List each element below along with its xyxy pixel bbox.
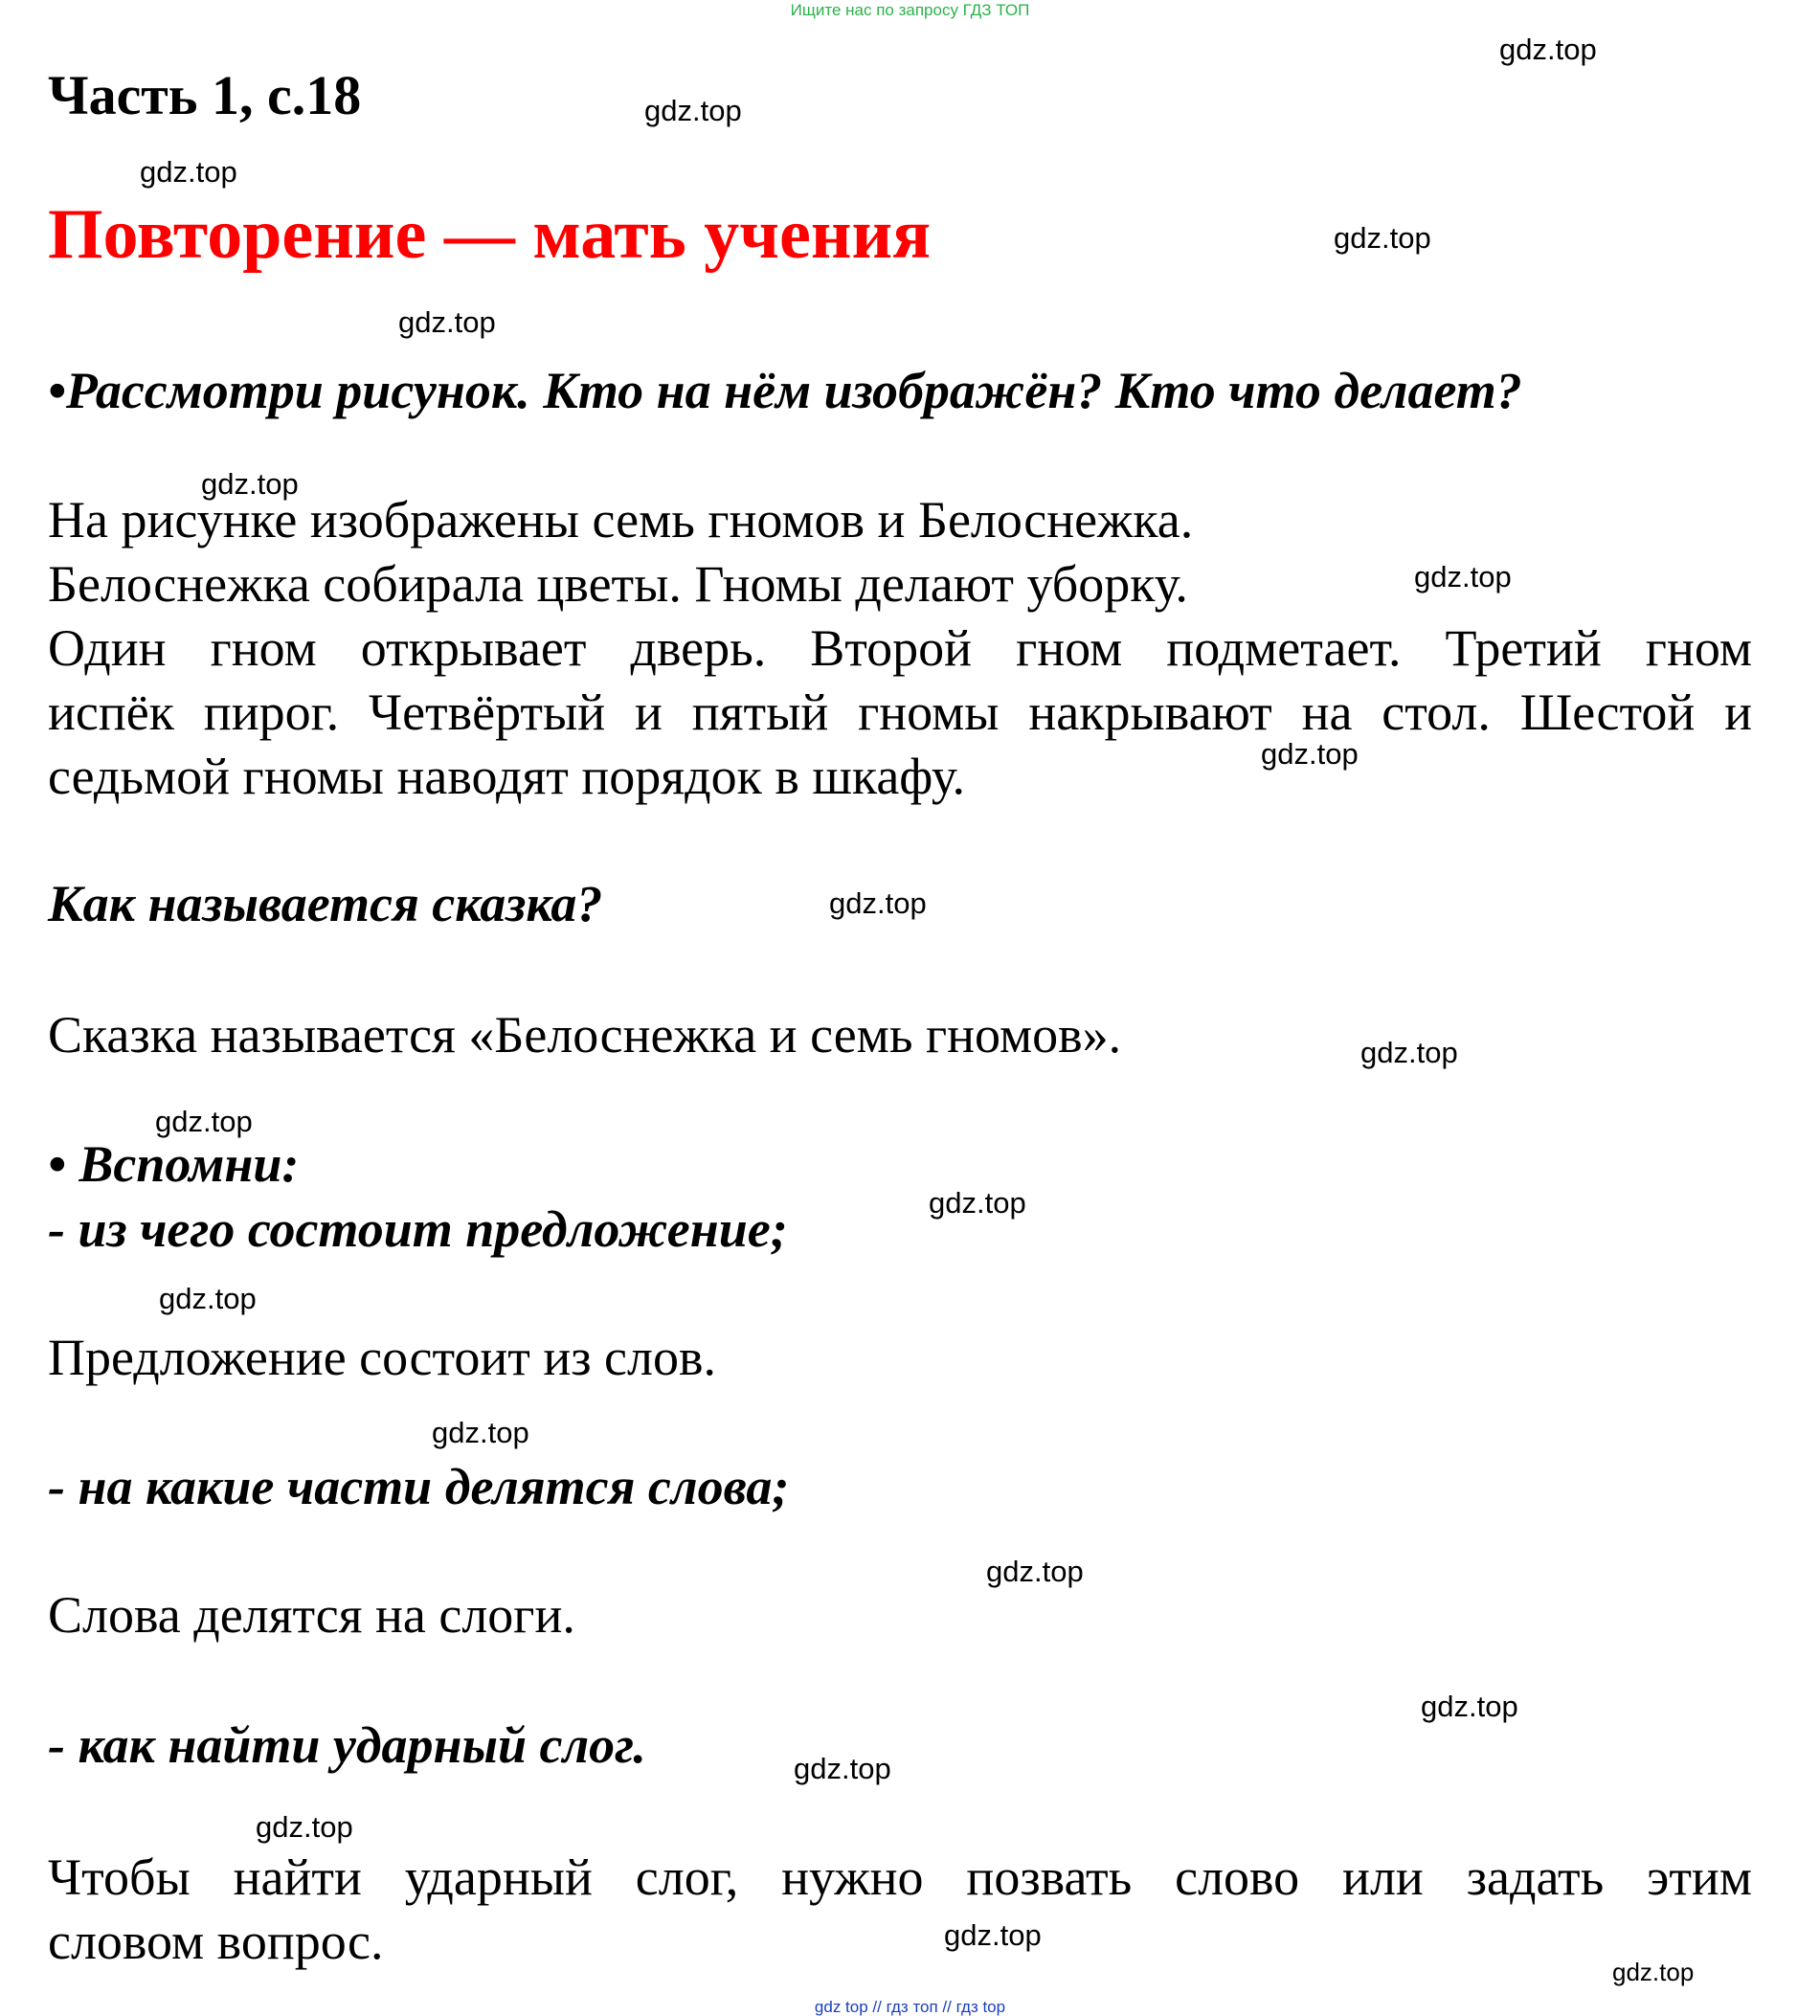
watermark: gdz.top	[1414, 560, 1512, 594]
header-search-note: Ищите нас по запросу ГДЗ ТОП	[790, 1, 1030, 19]
watermark: gdz.top	[1334, 221, 1431, 255]
answer-line: словом вопрос.	[48, 1913, 384, 1970]
answer-line: Белоснежка собирала цветы. Гномы делают уборку.	[48, 555, 1188, 613]
answer-line: испёк пирог. Четвёртый и пятый гномы накрывают на стол. Шестой и	[48, 683, 1752, 741]
watermark: gdz.top	[432, 1416, 529, 1449]
watermark: gdz.top	[944, 1918, 1042, 1952]
question-stressed-syllable: - как найти ударный слог.	[48, 1716, 646, 1774]
watermark: gdz.top	[1261, 737, 1359, 771]
answer-picture-description	[48, 488, 1752, 809]
watermark: gdz.top	[159, 1282, 257, 1315]
watermark: gdz.top	[1421, 1690, 1518, 1723]
footer-note: gdz top // гдз топ // гдз top	[814, 1998, 1006, 2016]
answer-tale-name: Сказка называется «Белоснежка и семь гномов».	[48, 1006, 1122, 1064]
answer-line: седьмой гномы наводят порядок в шкафу.	[48, 748, 966, 805]
watermark: gdz.top	[140, 155, 237, 189]
answer-stressed-syllable	[48, 1846, 1752, 1974]
page-part-label: Часть 1, с.18	[48, 64, 362, 126]
answer-word-parts: Слова делятся на слоги.	[48, 1586, 575, 1644]
watermark: gdz.top	[1360, 1036, 1458, 1069]
question-word-parts: - на какие части делятся слова;	[48, 1458, 790, 1515]
answer-line: Один гном открывает дверь. Второй гном подметает. Третий гном	[48, 619, 1752, 677]
watermark: gdz.top	[794, 1752, 891, 1785]
answer-line: На рисунке изображены семь гномов и Белоснежка.	[48, 491, 1194, 549]
question-tale-name: Как называется сказка?	[48, 875, 603, 932]
answer-sentence-parts: Предложение состоит из слов.	[48, 1329, 716, 1386]
question-look-at-picture: •Рассмотри рисунок. Кто на нём изображён? Кто что делает?	[48, 362, 1522, 419]
answer-line: Чтобы найти ударный слог, нужно позвать слово или задать этим	[48, 1848, 1752, 1906]
watermark: gdz.top	[1612, 1958, 1695, 1986]
watermark: gdz.top	[201, 467, 299, 501]
watermark: gdz.top	[155, 1105, 253, 1138]
question-sentence-parts: - из чего состоит предложение;	[48, 1200, 788, 1258]
section-title: Повторение — мать учения	[48, 195, 932, 274]
watermark: gdz.top	[1499, 33, 1597, 66]
watermark: gdz.top	[986, 1555, 1084, 1588]
watermark: gdz.top	[829, 886, 927, 920]
question-remember-heading: • Вспомни:	[48, 1135, 300, 1193]
watermark: gdz.top	[256, 1810, 353, 1844]
watermark: gdz.top	[929, 1186, 1026, 1220]
watermark: gdz.top	[644, 94, 742, 127]
watermark: gdz.top	[398, 305, 496, 339]
